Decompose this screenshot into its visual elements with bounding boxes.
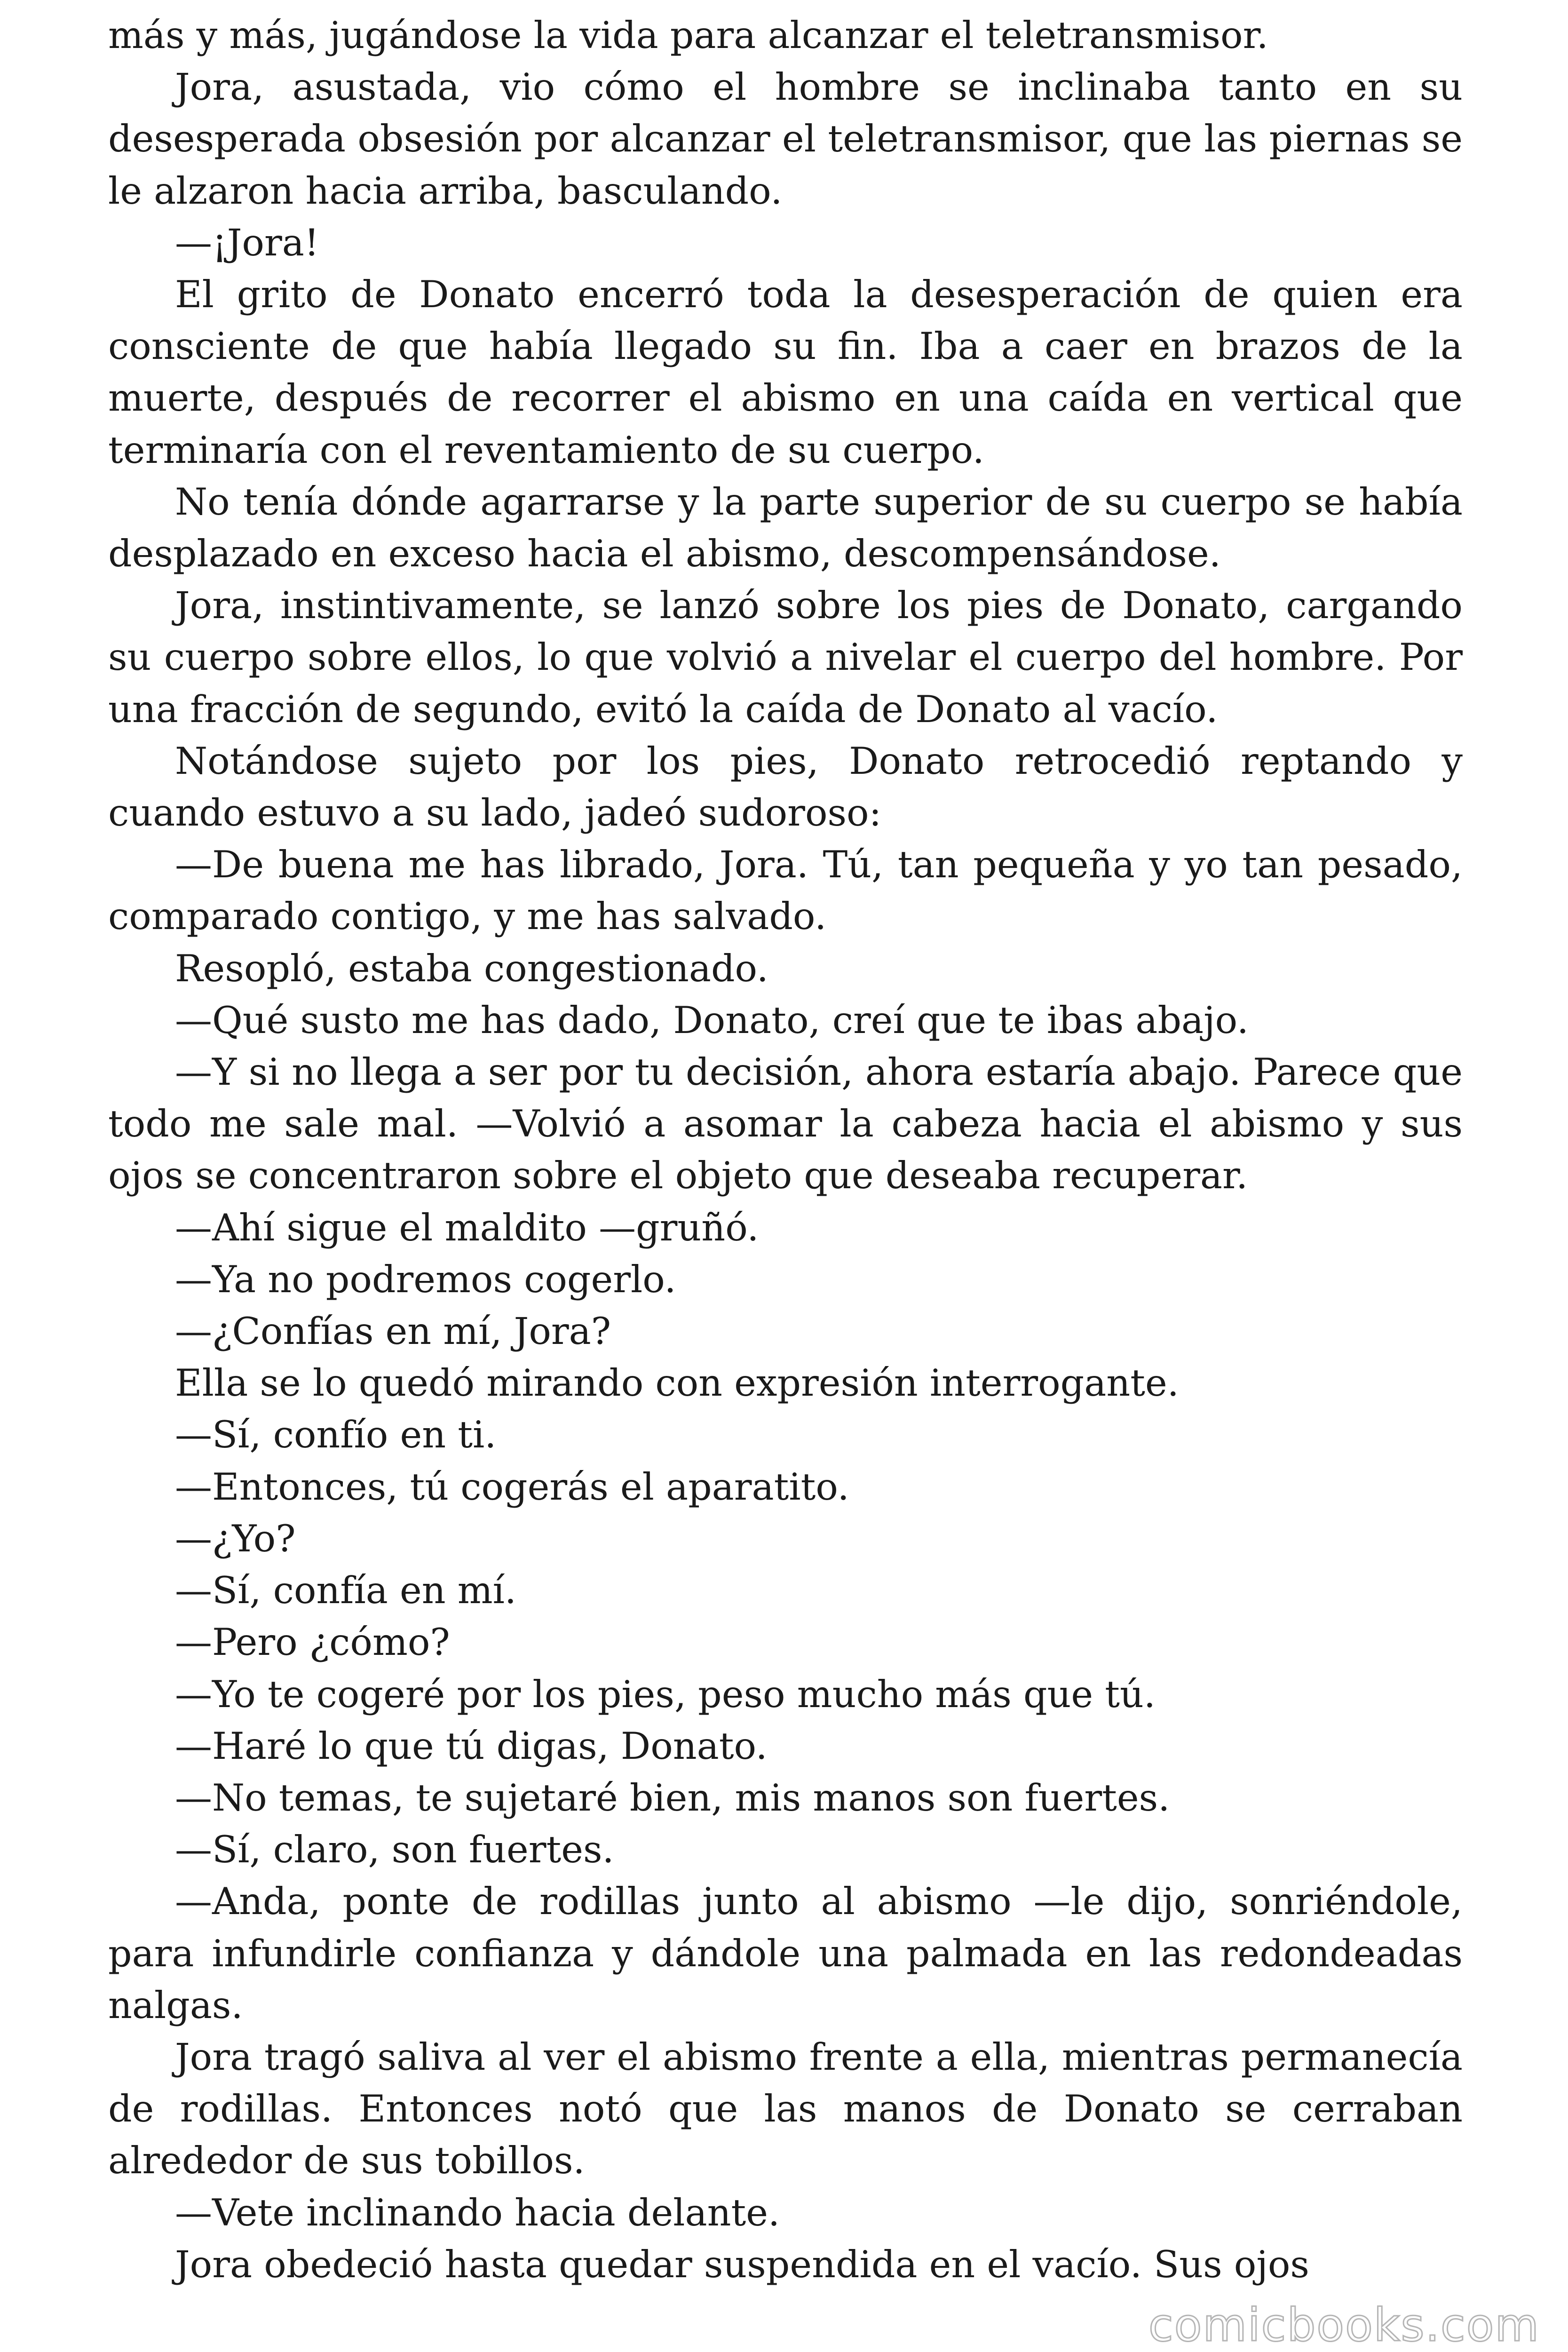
paragraph: Jora tragó saliva al ver el abismo frente a ella, mientras permanecía de rodillas. Entonces notó que las manos de Donato se cerraban alrededor de sus tobillos. [108,2035,1463,2183]
paragraph: Jora, asustada, vio cómo el hombre se inclinaba tanto en su desesperada obsesión por alcanzar el teletransmisor, que las piernas se le alzaron hacia arriba, basculando. [108,65,1463,213]
watermark-logo: comicbooks.com [1148,2299,1540,2352]
paragraph: —Sí, claro, son fuertes. [175,1828,614,1872]
page-text [108,9,1463,2290]
paragraph: Jora, instintivamente, se lanzó sobre los pies de Donato, cargando su cuerpo sobre ellos, lo que volvió a nivelar el cuerpo del hombre. Por una fracción de segundo, evitó la caída de Donato al vacío. [108,584,1463,731]
paragraph: más y más, jugándose la vida para alcanzar el teletransmisor. [108,14,1268,57]
paragraph: —Pero ¿cómo? [175,1621,450,1664]
paragraph: —Sí, confía en mí. [175,1569,517,1613]
paragraph: —De buena me has librado, Jora. Tú, tan pequeña y yo tan pesado, comparado contigo, y me has salvado. [108,843,1463,938]
paragraph: —Haré lo que tú digas, Donato. [175,1724,768,1768]
paragraph: Ella se lo quedó mirando con expresión interrogante. [175,1361,1179,1405]
paragraph: —¿Confías en mí, Jora? [175,1310,611,1353]
paragraph: —¿Yo? [175,1517,296,1560]
paragraph: —¡Jora! [175,221,319,264]
paragraph: —Anda, ponte de rodillas junto al abismo —le dijo, sonriéndole, para infundirle confianza y dándole una palmada en las redondeadas nalgas. [108,1880,1463,2027]
paragraph: Notándose sujeto por los pies, Donato retrocedió reptando y cuando estuvo a su lado, jadeó sudoroso: [108,739,1463,835]
paragraph: —Sí, confío en ti. [175,1413,497,1457]
paragraph: Jora obedeció hasta quedar suspendida en el vacío. Sus ojos [175,2242,1309,2286]
paragraph: —No temas, te sujetaré bien, mis manos son fuertes. [175,1776,1170,1820]
paragraph: —Y si no llega a ser por tu decisión, ahora estaría abajo. Parece que todo me sale mal. —Volvió a asomar la cabeza hacia el abismo y sus ojos se concentraron sobre el objeto que deseaba recuperar. [108,1050,1463,1198]
paragraph: —Vete inclinando hacia delante. [175,2191,780,2234]
paragraph: No tenía dónde agarrarse y la parte superior de su cuerpo se había desplazado en exceso hacia el abismo, descompensándose. [108,480,1463,576]
paragraph: Resopló, estaba congestionado. [175,946,768,990]
paragraph: —Ahí sigue el maldito —gruñó. [175,1206,759,1249]
paragraph: —Entonces, tú cogerás el aparatito. [175,1465,849,1509]
paragraph: —Yo te cogeré por los pies, peso mucho más que tú. [175,1672,1156,1716]
paragraph: El grito de Donato encerró toda la desesperación de quien era consciente de que había llegado su fin. Iba a caer en brazos de la muerte, después de recorrer el abismo en una caída en vertical que terminaría con el reventamiento de su cuerpo. [108,273,1463,472]
paragraph: —Qué susto me has dado, Donato, creí que te ibas abajo. [175,998,1249,1042]
paragraph: —Ya no podremos cogerlo. [175,1257,676,1301]
